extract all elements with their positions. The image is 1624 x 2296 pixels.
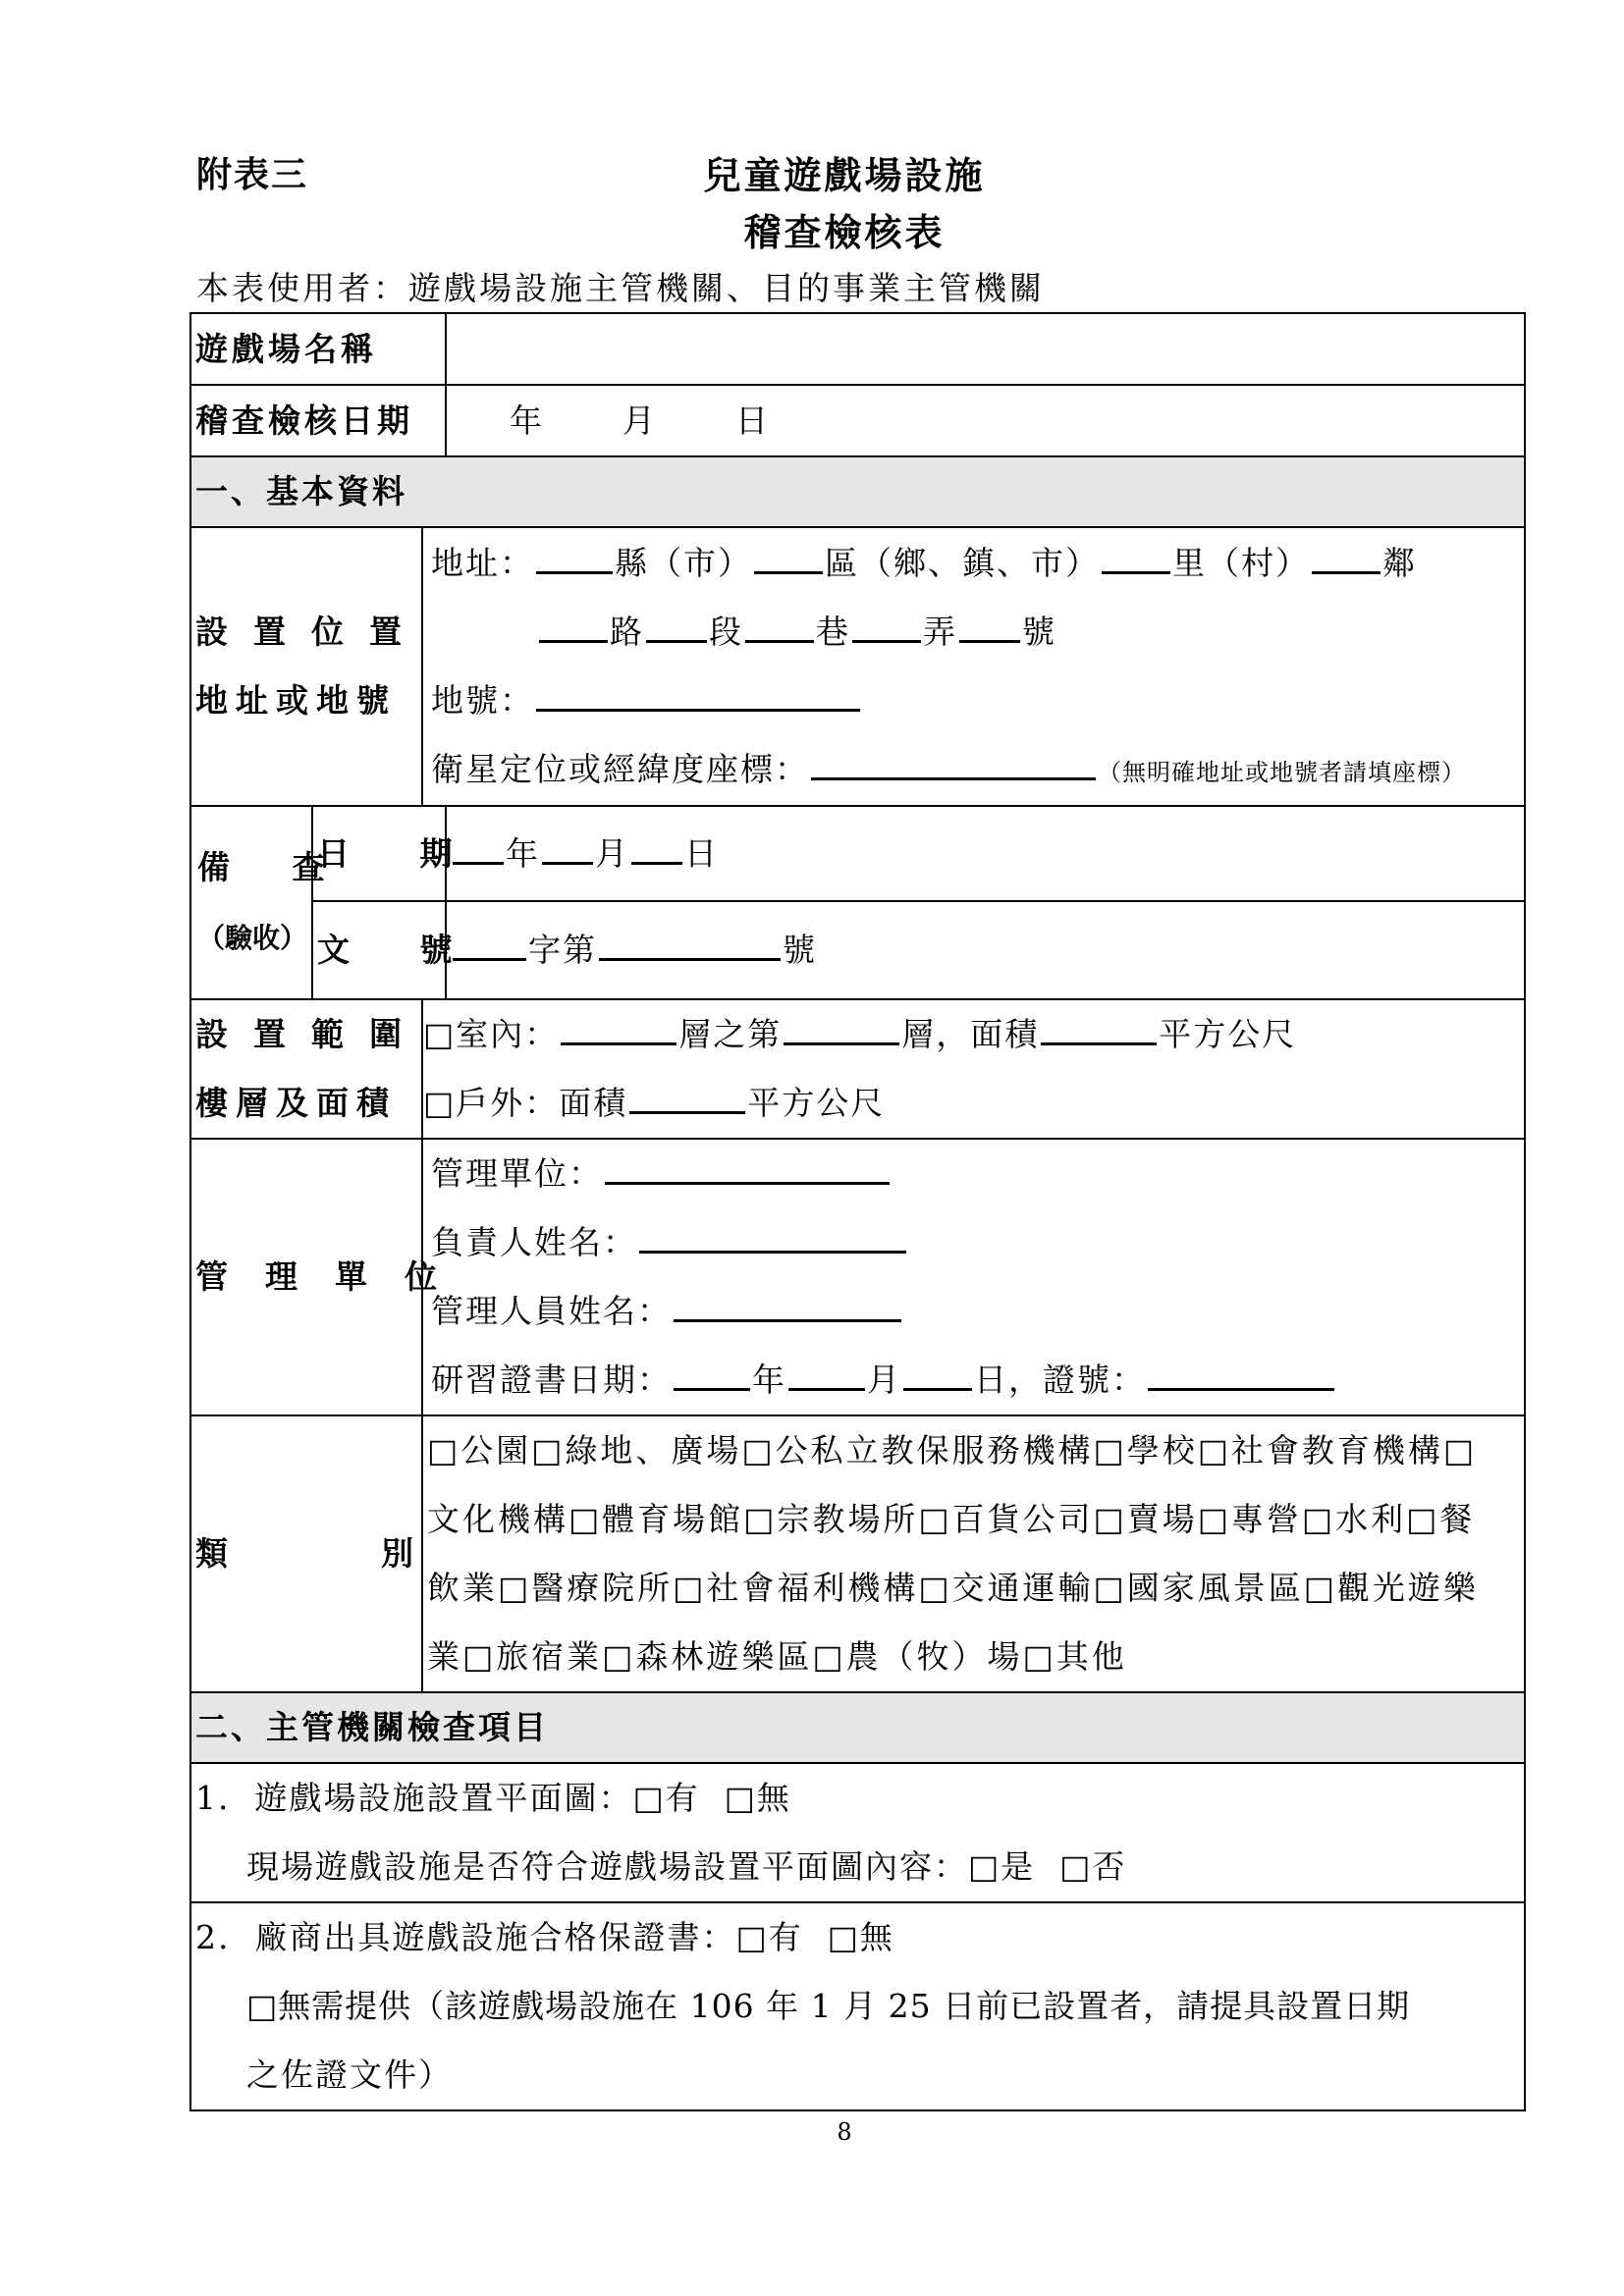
category-options-line1: □公園□綠地、廣場□公私立教保服務機構□學校□社會教育機構□ bbox=[427, 1431, 1478, 1469]
category-label: 類 別 bbox=[190, 1415, 422, 1692]
venue-name-field[interactable] bbox=[446, 313, 1525, 385]
check-item-2-cell[interactable] bbox=[190, 1902, 1525, 2110]
inspection-day: 日 bbox=[735, 400, 770, 440]
area-label: 設置範圍 樓層及面積 bbox=[190, 999, 422, 1139]
record-label: 備 查 （驗收） bbox=[190, 806, 312, 999]
area-fields bbox=[422, 999, 1525, 1139]
users-line: 本表使用者：遊戲場設施主管機關、目的事業主管機關 bbox=[196, 269, 1045, 307]
check-item-2-line2: □無需提供（該遊戲場設施在 106 年 1 月 25 日前已設置者，請提具設置日期 bbox=[246, 1987, 1411, 2025]
form-title: 兒童遊戲場設施 bbox=[703, 154, 986, 197]
location-label bbox=[190, 527, 427, 806]
category-options-line2: 文化機構□體育場館□宗教場所□百貨公司□賣場□專營□水利□餐 bbox=[427, 1500, 1476, 1538]
lot-number-line[interactable]: 地號： bbox=[431, 667, 1520, 735]
inspection-form-table bbox=[189, 312, 1526, 2111]
category-row bbox=[190, 1415, 1525, 1692]
outdoor-line[interactable]: □戶外：面積 平方公尺 bbox=[423, 1084, 886, 1122]
inspection-date-label: 稽查檢核日期 bbox=[190, 385, 446, 456]
gps-line[interactable]: 衛星定位或經緯度座標： （無明確地址或地號者請填座標） bbox=[431, 750, 1466, 788]
record-doc-field[interactable]: 字第 號 bbox=[446, 901, 1525, 999]
location-row bbox=[190, 527, 1525, 806]
address-road-line[interactable]: 路 段 巷 弄 號 bbox=[431, 598, 1520, 667]
record-doc-row bbox=[190, 901, 1525, 999]
owner-name-line[interactable]: 負責人姓名： bbox=[431, 1208, 1520, 1277]
section-basic-info-title: 一、基本資料 bbox=[190, 456, 1525, 527]
inspection-date-row bbox=[190, 385, 1525, 456]
indoor-line[interactable]: □室內： 層之第 層，面積 平方公尺 bbox=[423, 1015, 1297, 1053]
check-item-1 bbox=[190, 1763, 1525, 1902]
venue-name-label: 遊戲場名稱 bbox=[190, 313, 446, 385]
location-label-line1: 設置位置 bbox=[195, 613, 427, 651]
check-item-1-line1: 1. 遊戲場設施設置平面圖：□有 □無 bbox=[195, 1779, 791, 1817]
inspection-year: 年 bbox=[510, 400, 544, 440]
record-date-label: 日 期 bbox=[312, 806, 446, 901]
management-fields bbox=[422, 1139, 1525, 1415]
check-item-1-line2: 現場遊戲設施是否符合遊戲場設置平面圖內容：□是 □否 bbox=[246, 1847, 1127, 1886]
check-item-2-line3: 之佐證文件） bbox=[246, 2056, 453, 2094]
category-options[interactable] bbox=[422, 1415, 1525, 1692]
gps-note: （無明確地址或地號者請填座標） bbox=[1098, 759, 1466, 786]
check-item-2-line1: 2. 廠商出具遊戲設施合格保證書：□有 □無 bbox=[195, 1918, 894, 1956]
record-date-field[interactable]: 年 月 日 bbox=[446, 806, 1525, 901]
category-options-line4: 業□旅宿業□森林遊樂區□農（牧）場□其他 bbox=[427, 1637, 1127, 1676]
area-row bbox=[190, 999, 1525, 1139]
check-item-1-cell[interactable] bbox=[190, 1763, 1525, 1902]
inspection-month: 月 bbox=[623, 400, 657, 440]
address-line[interactable]: 地址： 縣（市） 區（鄉、鎮、市） 里（村） 鄰 bbox=[431, 544, 1417, 582]
form-subtitle: 稽查檢核表 bbox=[743, 211, 946, 254]
location-fields bbox=[422, 527, 1525, 806]
category-options-line3: 飲業□醫療院所□社會福利機構□交通運輸□國家風景區□觀光遊樂 bbox=[427, 1569, 1479, 1607]
record-doc-label: 文 號 bbox=[312, 901, 446, 999]
management-row bbox=[190, 1139, 1525, 1415]
inspection-date-field[interactable] bbox=[446, 385, 1525, 456]
location-label-line2: 地址或地號 bbox=[195, 681, 397, 720]
staff-name-line[interactable]: 管理人員姓名： bbox=[431, 1277, 1520, 1346]
page-number: 8 bbox=[837, 2118, 852, 2146]
section-authority-check-title: 二、主管機關檢查項目 bbox=[190, 1692, 1525, 1763]
venue-name-row bbox=[190, 313, 1525, 385]
management-unit-line[interactable]: 管理單位： bbox=[431, 1140, 1520, 1208]
outdoor-sqm: 平方公尺 bbox=[747, 1084, 886, 1122]
training-cert-line[interactable]: 研習證書日期： 年 月 日，證號： bbox=[431, 1346, 1520, 1415]
check-item-2 bbox=[190, 1902, 1525, 2110]
management-label: 管理單位 bbox=[190, 1139, 422, 1415]
attachment-label: 附表三 bbox=[196, 155, 309, 195]
record-date-row bbox=[190, 806, 1525, 901]
